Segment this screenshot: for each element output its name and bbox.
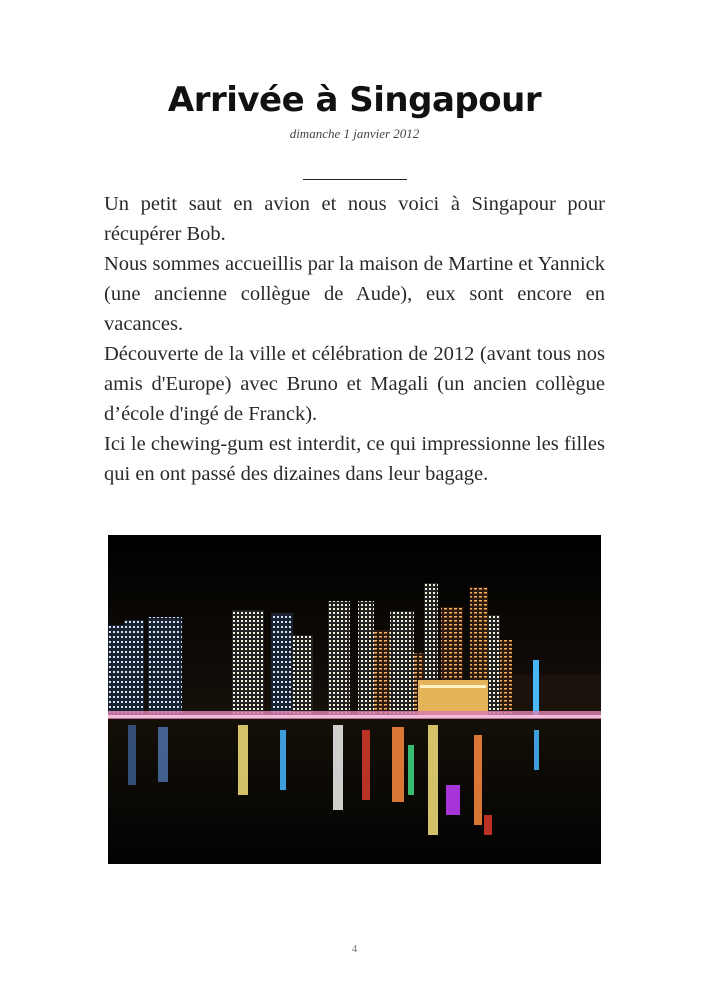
page-date: dimanche 1 janvier 2012 (289, 126, 420, 141)
page-number: 4 (351, 943, 358, 955)
river-water (108, 719, 601, 864)
singapore-skyline-photo (108, 535, 601, 864)
article-body (104, 189, 605, 489)
paragraph: Un petit saut en avion et nous voici à Singapour pour récupérer Bob. (104, 193, 605, 245)
paragraph: Ici le chewing-gum est interdit, ce qui impressionne les filles qui en ont passé des dizaines dans leur bagage. (104, 433, 605, 485)
paragraph: Découverte de la ville et célébration de 2012 (avant tous nos amis d'Europe) avec Bruno et Magali (un ancien collègue d’école d'ingé de Franck). (104, 343, 605, 425)
skyline-illustration (108, 535, 601, 864)
page-title: Arrivée à Singapour (167, 80, 542, 120)
paragraph: Nous sommes accueillis par la maison de Martine et Yannick (une ancienne collègue de Aude), eux sont encore en vacances. (104, 253, 605, 335)
title-divider (303, 179, 407, 180)
